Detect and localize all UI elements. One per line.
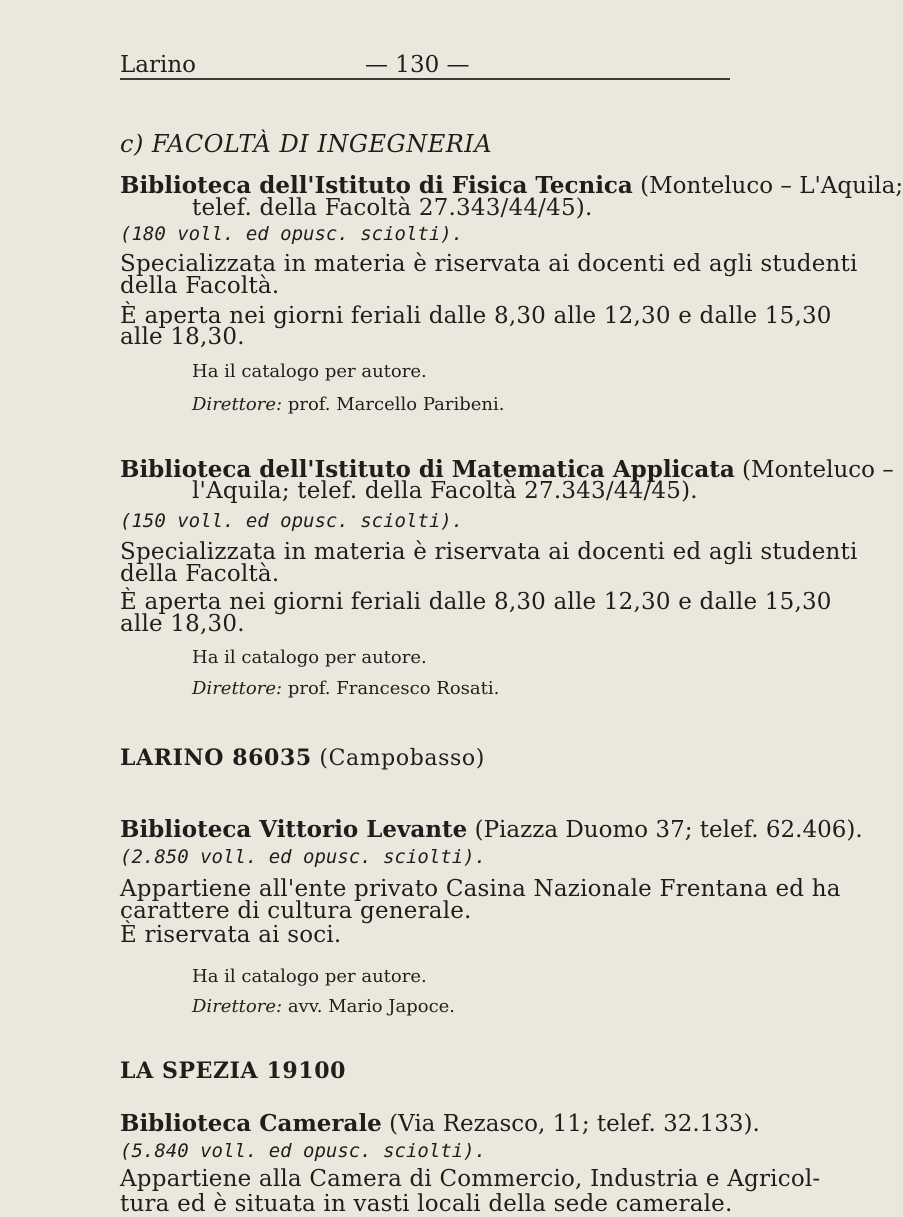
director-label: Direttore: (192, 394, 283, 415)
entry-hours-cont: alle 18,30. (120, 324, 245, 350)
entry-description: Appartiene all'ente privato Casina Nazionale Frentana ed ha (120, 876, 841, 902)
entry-title-bold: Biblioteca Vittorio Levante (120, 816, 468, 843)
director-label: Direttore: (192, 996, 283, 1017)
entry-title-bold: Biblioteca dell'Istituto di Fisica Tecnica (120, 172, 633, 199)
entry-description: Specializzata in materia è riservata ai docenti ed agli studenti (120, 539, 858, 565)
entry-catalog: Ha il catalogo per autore. (192, 361, 427, 382)
entry-title-rest: (Monteluco – L'Aquila; (632, 173, 903, 199)
page-number: — 130 — (365, 52, 470, 78)
entry-volumes: (180 voll. ed opusc. sciolti). (120, 223, 464, 245)
entry-description-cont: della Facoltà. (120, 561, 280, 587)
running-head: Larino (120, 52, 196, 78)
city-province: (Campobasso) (311, 746, 485, 771)
entry-volumes: (150 voll. ed opusc. sciolti). (120, 510, 464, 532)
entry-catalog: Ha il catalogo per autore. (192, 966, 427, 987)
entry-title-rest: (Piazza Duomo 37; telef. 62.406). (467, 817, 863, 843)
entry-title-rest: (Monteluco – (734, 457, 894, 483)
city-heading (120, 745, 485, 771)
city-heading: LA SPEZIA 19100 (120, 1058, 347, 1084)
entry-title (120, 816, 863, 843)
entry-title-line2: l'Aquila; telef. della Facoltà 27.343/44/45). (192, 478, 698, 504)
entry-description: Appartiene alla Camera di Commercio, Industria e Agricol- (120, 1166, 821, 1192)
director-name: prof. Marcello Paribeni. (287, 394, 505, 415)
entry-description-cont: tura ed è situata in vasti locali della sede camerale. (120, 1191, 733, 1217)
entry-volumes: (2.850 voll. ed opusc. sciolti). (120, 846, 487, 868)
entry-title-bold: Biblioteca dell'Istituto di Matematica Applicata (120, 456, 735, 483)
entry-title-line2: telef. della Facoltà 27.343/44/45). (192, 195, 593, 221)
entry-director (192, 678, 499, 699)
entry-description: Specializzata in materia è riservata ai docenti ed agli studenti (120, 251, 858, 277)
entry-description-cont: della Facoltà. (120, 273, 280, 299)
entry-access: È riservata ai soci. (120, 922, 342, 948)
entry-title-bold: Biblioteca Camerale (120, 1110, 382, 1137)
director-label: Direttore: (192, 678, 283, 699)
entry-hours: È aperta nei giorni feriali dalle 8,30 alle 12,30 e dalle 15,30 (120, 589, 832, 615)
entry-description-cont: carattere di cultura generale. (120, 898, 472, 924)
entry-hours: È aperta nei giorni feriali dalle 8,30 alle 12,30 e dalle 15,30 (120, 303, 832, 329)
entry-volumes: (5.840 voll. ed opusc. sciolti). (120, 1140, 487, 1162)
entry-hours-cont: alle 18,30. (120, 611, 245, 637)
city-name: LARINO 86035 (120, 745, 312, 771)
entry-director (192, 394, 504, 415)
entry-catalog: Ha il catalogo per autore. (192, 647, 427, 668)
section-heading: c) FACOLTÀ DI INGEGNERIA (120, 130, 493, 158)
entry-title-rest: (Via Rezasco, 11; telef. 32.133). (381, 1111, 760, 1137)
header-rule (120, 78, 730, 80)
entry-title (120, 1110, 760, 1137)
entry-director (192, 996, 455, 1017)
director-name: avv. Mario Japoce. (287, 996, 456, 1017)
director-name: prof. Francesco Rosati. (287, 678, 500, 699)
